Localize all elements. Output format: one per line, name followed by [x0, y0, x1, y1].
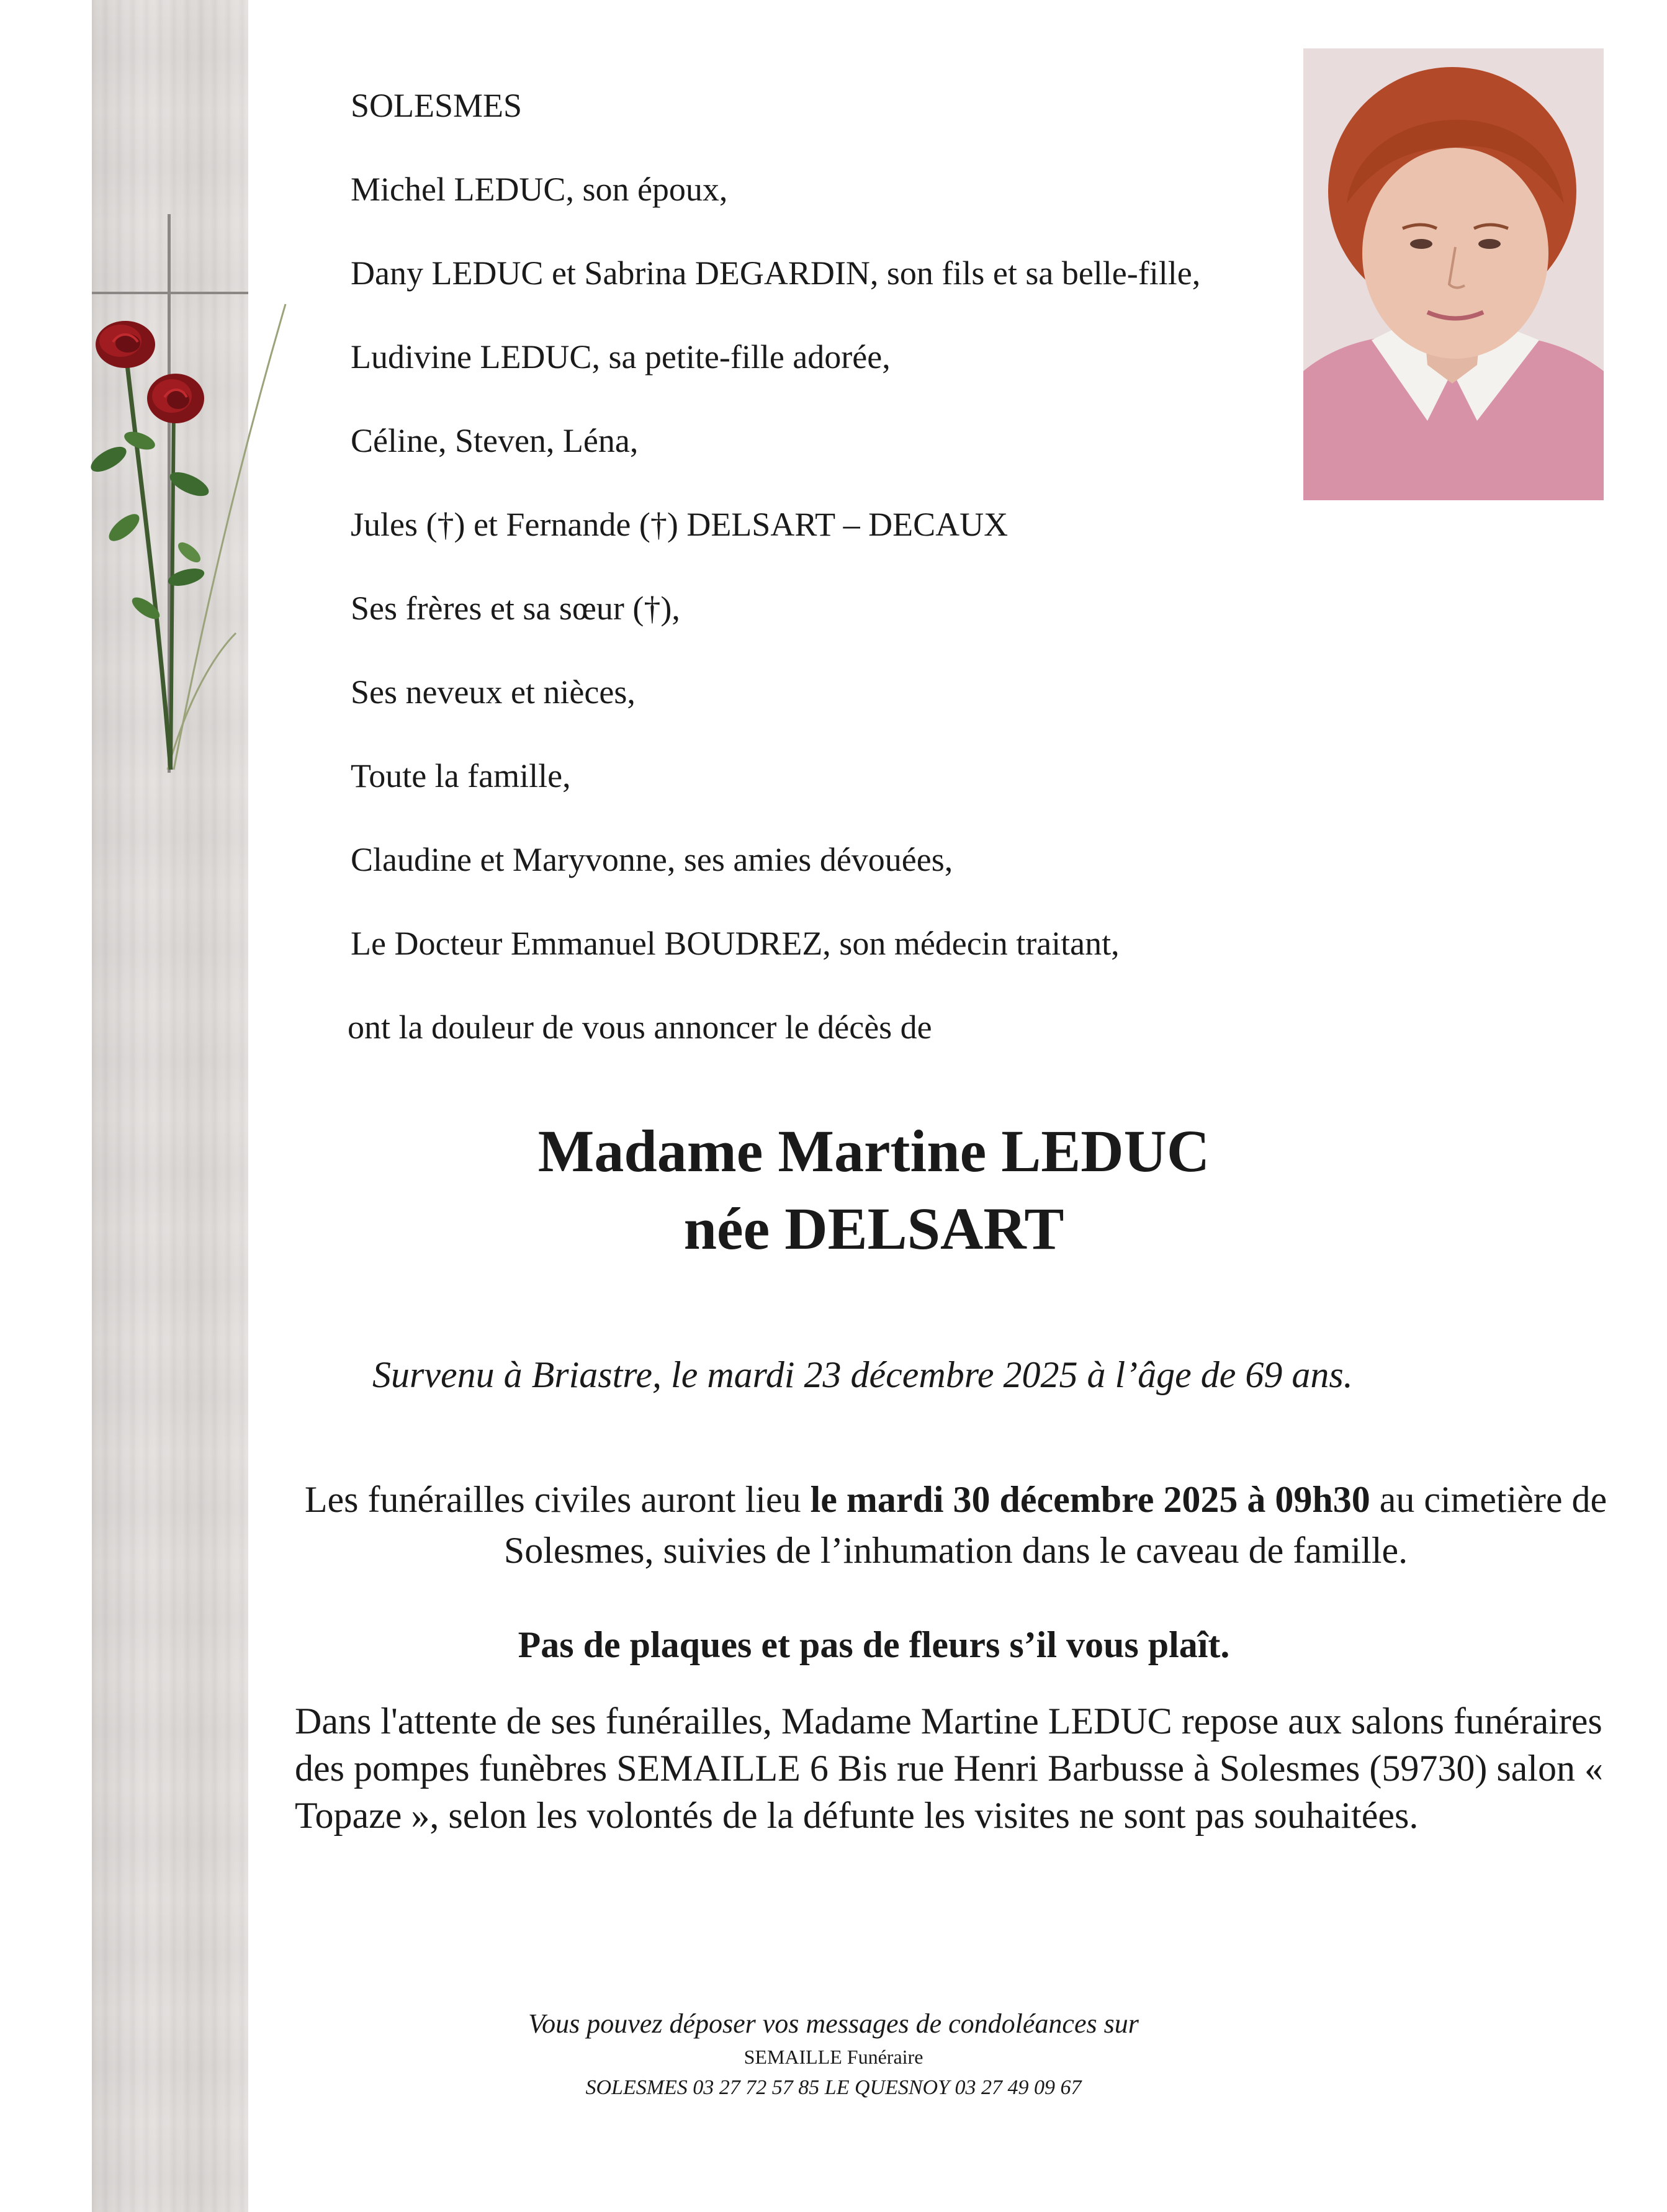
funeral-home-name: SEMAILLE Funéraire	[744, 2046, 923, 2068]
deceased-maiden-name: née DELSART	[683, 1195, 1064, 1262]
resting-place-info: Dans l'attente de ses funérailles, Madame Martine LEDUC repose aux salons funéraires des pompes funèbres SEMAILLE 6 Bis rue Henri Barbusse à Solesmes (59730) salon « Topaze », selon les volontés de la défunte les visites ne sont pas souhaitées.	[295, 1701, 1603, 1836]
family-line: Ludivine LEDUC, sa petite-fille adorée,	[351, 338, 891, 375]
death-details: Survenu à Briastre, le mardi 23 décembre 2025 à l’âge de 69 ans.	[372, 1354, 1353, 1395]
family-line: Ses frères et sa sœur (†),	[351, 590, 680, 627]
deceased-name: Madame Martine LEDUC	[537, 1118, 1210, 1184]
family-line: Jules (†) et Fernande (†) DELSART – DECAUX	[351, 506, 1009, 543]
portrait-photo	[1303, 48, 1604, 500]
condolences-text: Vous pouvez déposer vos messages de condoléances sur	[528, 2008, 1139, 2039]
family-line: Michel LEDUC, son époux,	[351, 171, 728, 208]
roses-icon	[81, 298, 292, 782]
funeral-details	[304, 1474, 1607, 1576]
family-line: Céline, Steven, Léna,	[351, 422, 639, 459]
funeral-date: le mardi 30 décembre 2025 à 09h30	[810, 1479, 1370, 1520]
family-line: Claudine et Maryvonne, ses amies dévouées,	[351, 841, 953, 878]
cross-bar	[92, 292, 248, 294]
family-line: Ses neveux et nièces,	[351, 673, 636, 711]
funeral-text-location: au cimetière de Solesmes, suivies de l’inhumation dans le caveau de famille.	[503, 1479, 1607, 1571]
family-line: Le Docteur Emmanuel BOUDREZ, son médecin traitant,	[351, 925, 1120, 962]
family-line: Dany LEDUC et Sabrina DEGARDIN, son fils et sa belle-fille,	[351, 254, 1201, 292]
family-line: Toute la famille,	[351, 757, 571, 794]
announcement-line: ont la douleur de vous annoncer le décès de	[348, 1009, 932, 1046]
place-name: SOLESMES	[351, 87, 523, 124]
family-list	[348, 87, 1282, 1092]
no-flowers-notice: Pas de plaques et pas de fleurs s’il vous plaît.	[518, 1624, 1230, 1665]
funeral-home-phones: SOLESMES 03 27 72 57 85 LE QUESNOY 03 27 49 09 67	[585, 2076, 1082, 2099]
funeral-text-intro: Les funérailles civiles auront lieu	[304, 1479, 811, 1520]
